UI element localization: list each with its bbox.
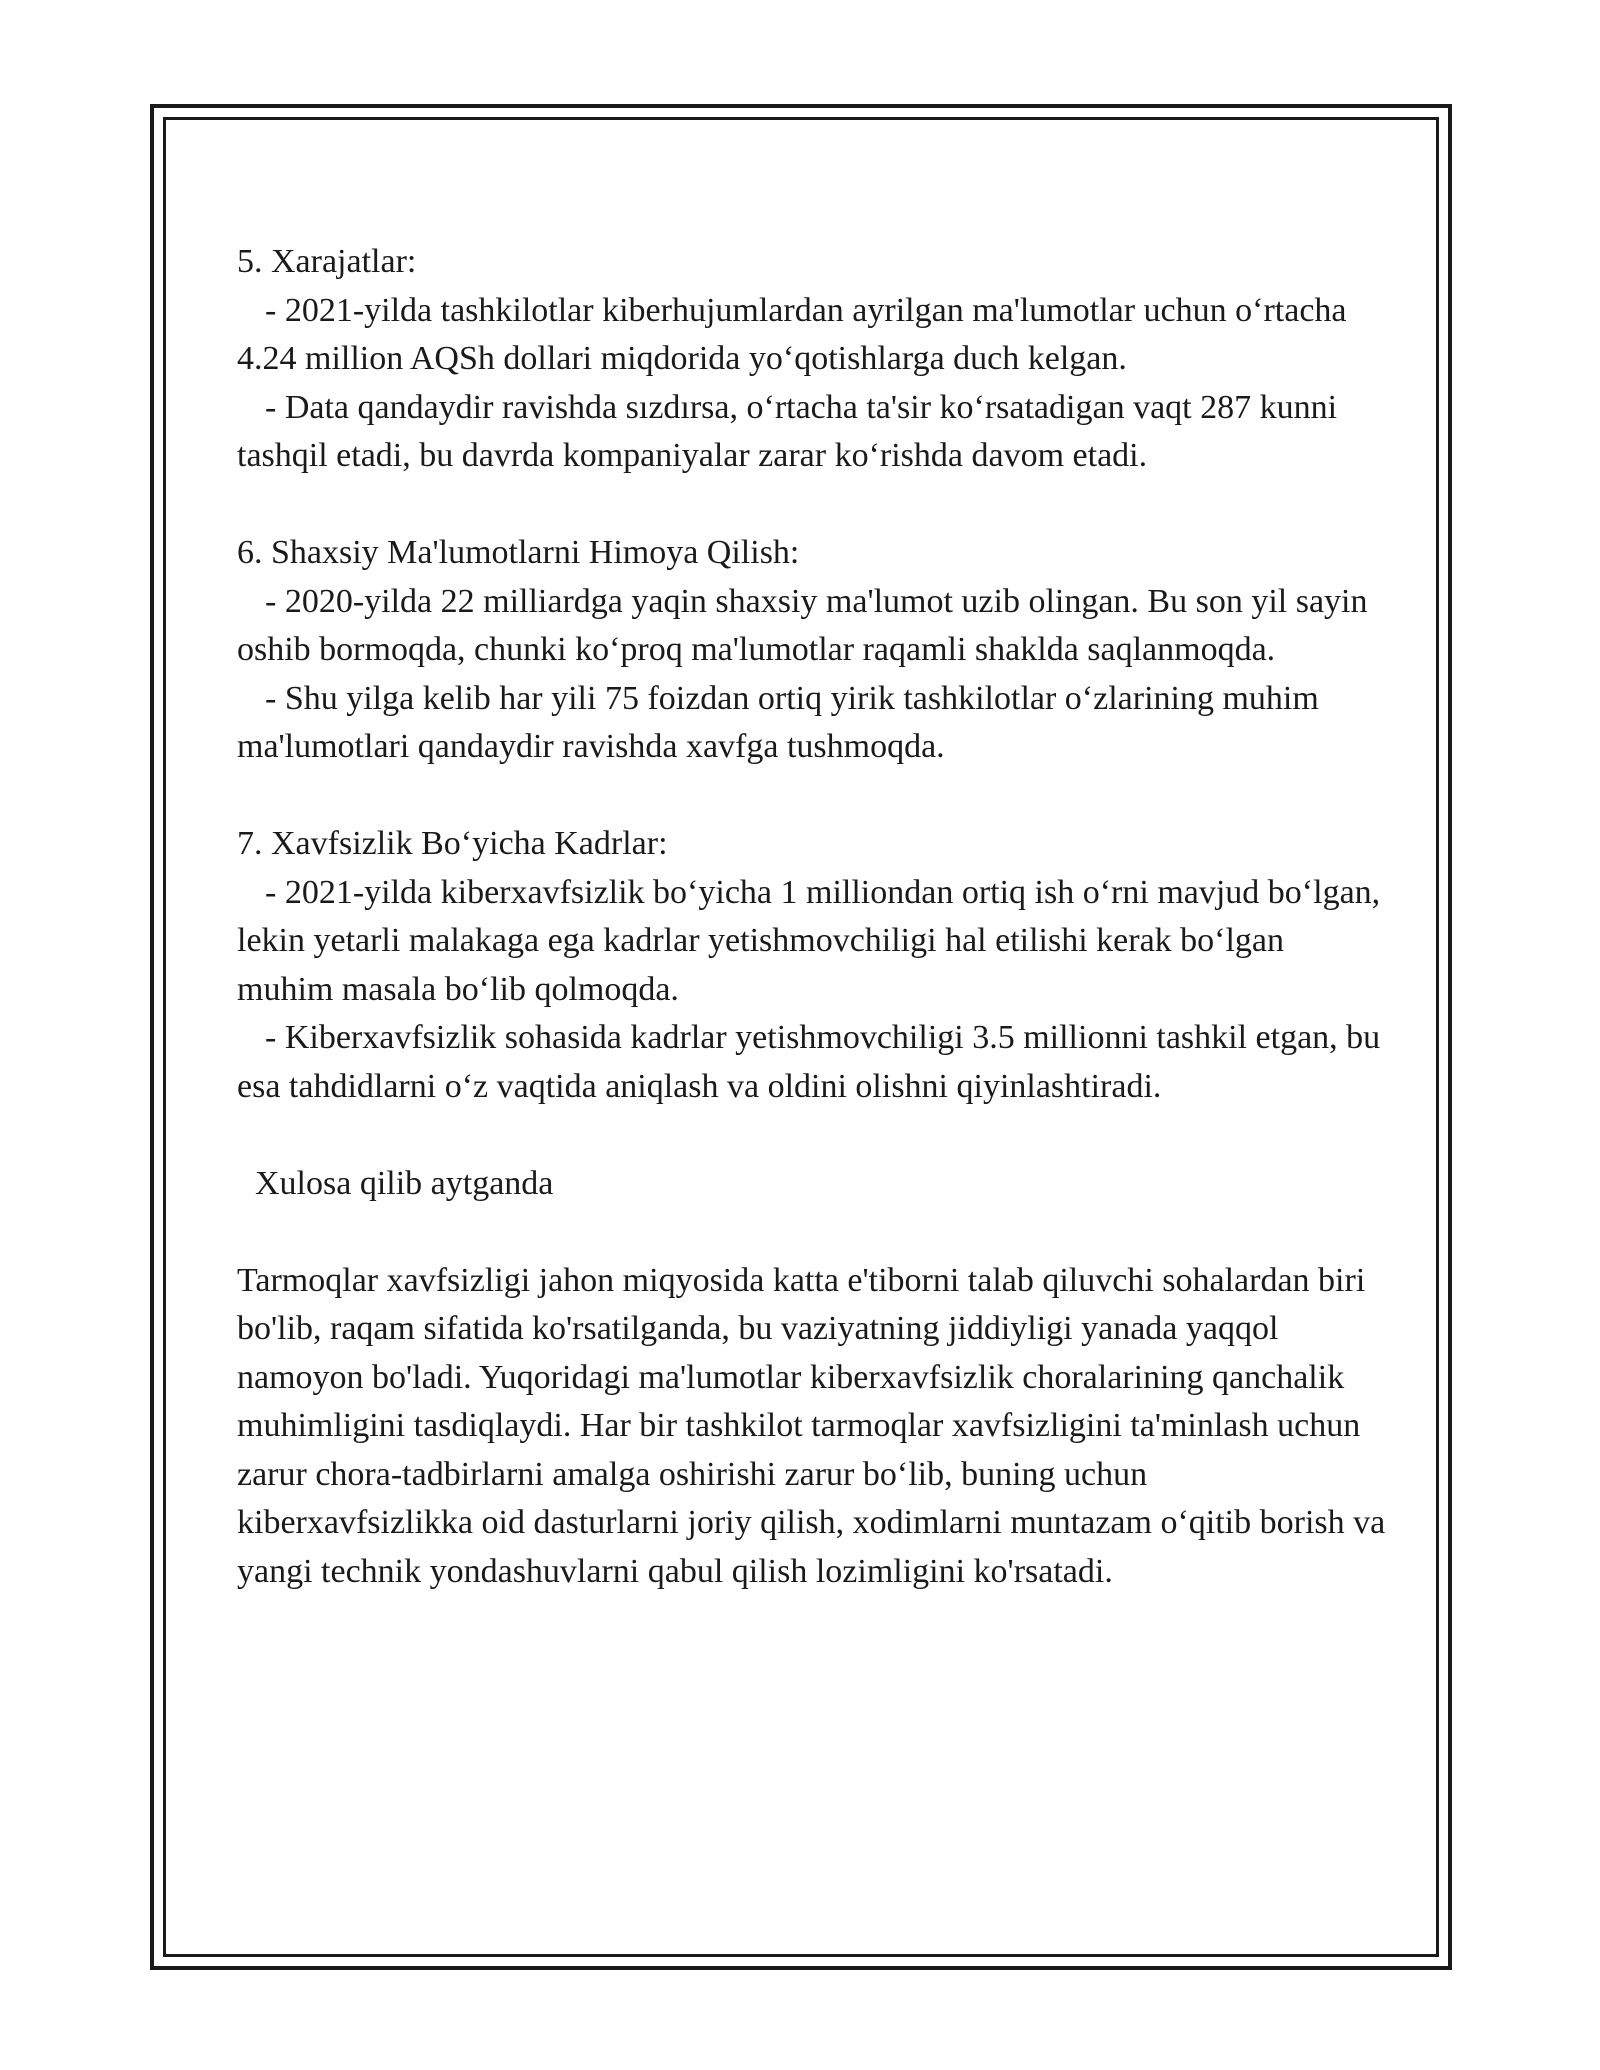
list-item: - Kiberxavfsizlik sohasida kadrlar yetishmovchiligi 3.5 millionni tashkil etgan, bu esa tahdidlarni o‘z vaqtida aniqlash va oldini olishni qiyinlashtiradi.: [237, 1019, 1381, 1105]
section-title: 7. Xavfsizlik Bo‘yicha Kadrlar:: [237, 825, 668, 862]
spacer: [237, 481, 1387, 530]
spacer: [237, 1111, 1387, 1160]
section-shaxsiy-malumotlar: [237, 529, 1387, 772]
conclusion-heading: Xulosa qilib aytganda: [255, 1164, 554, 1202]
section-kadrlar: [237, 820, 1387, 1111]
section-title: 5. Xarajatlar:: [237, 243, 417, 280]
list-item: - 2021-yilda kiberxavfsizlik bo‘yicha 1 milliondan ortiq ish o‘rni mavjud bo‘lgan, lekin yetarli malakaga ega kadrlar yetishmovchiligi hal etilishi kerak bo‘lgan muhim masala bo‘lib qolmoqda.: [237, 873, 1381, 1008]
list-item: - Data qandaydir ravishda sızdırsa, o‘rtacha ta'sir ko‘rsatadigan vaqt 287 kunni tashqil etadi, bu davrda kompaniyalar zarar ko‘rishda davom etadi.: [237, 388, 1338, 474]
spacer: [237, 1208, 1387, 1257]
section-xarajatlar: [237, 238, 1387, 481]
document-body: [237, 238, 1387, 1596]
list-item: - 2021-yilda tashkilotlar kiberhujumlardan ayrilgan ma'lumotlar uchun o‘rtacha 4.24 million AQSh dollari miqdorida yo‘qotishlarga duch kelgan.: [237, 291, 1347, 377]
list-item: - Shu yilga kelib har yili 75 foizdan ortiq yirik tashkilotlar o‘zlarining muhim ma'lumotlari qandaydir ravishda xavfga tushmoqda.: [237, 679, 1319, 765]
spacer: [237, 772, 1387, 821]
list-item: - 2020-yilda 22 milliardga yaqin shaxsiy ma'lumot uzib olingan. Bu son yil sayin oshib bormoqda, chunki ko‘proq ma'lumotlar raqamli shaklda saqlanmoqda.: [237, 582, 1368, 668]
conclusion-paragraph: Tarmoqlar xavfsizligi jahon miqyosida katta e'tiborni talab qiluvchi sohalardan biri bo'lib, raqam sifatida ko'rsatilganda, bu vaziyatning jiddiyligi yanada yaqqol namoyon bo'ladi. Yuqoridagi ma'lumotlar kiberxavfsizlik choralarining qanchalik muhimligini tasdiqlaydi. Har bir tashkilot tarmoqlar xavfsizligini ta'minlash uchun zarur chora-tadbirlarni amalga oshirishi zarur bo‘lib, buning uchun kiberxavfsizlikka oid dasturlarni joriy qilish, xodimlarni muntazam o‘qitib borish va yangi technik yondashuvlarni qabul qilish lozimligini ko'rsatadi.: [237, 1261, 1386, 1590]
section-title: 6. Shaxsiy Ma'lumotlarni Himoya Qilish:: [237, 534, 800, 571]
